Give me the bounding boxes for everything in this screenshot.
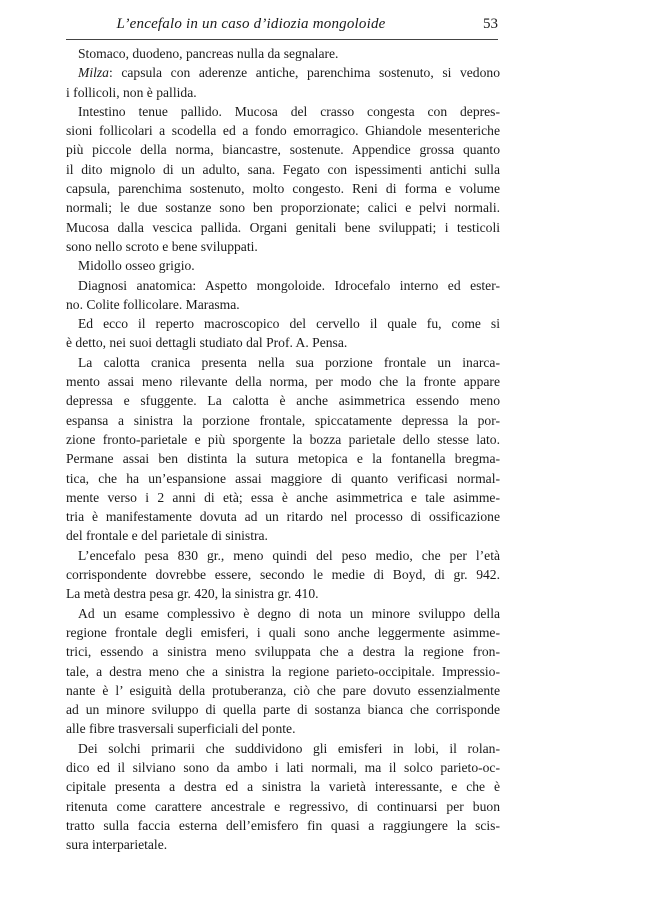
text-line: nante è l’ esiguità della protuberanza, ciò che pare dovuto essenzialmente: [66, 682, 500, 698]
text-line: Dei solchi primarii che suddividono gli emisferi in lobi, il rolan-: [78, 740, 500, 756]
paragraph-esame: [66, 604, 500, 739]
text-line: Permane assai ben distinta la sutura metopica e la fontanella bregma-: [66, 451, 500, 467]
text-line: i follicoli, non è pallida.: [66, 84, 197, 100]
text-line: Midollo osseo grigio.: [78, 258, 195, 274]
text-line: L’encefalo pesa 830 gr., meno quindi del peso medio, che per l’età: [78, 547, 500, 563]
text-line: Mucosa dalla vescica pallida. Organi genitali bene sviluppati; i testicoli: [66, 219, 500, 235]
paragraph-midollo: [78, 256, 500, 275]
text-line: regione frontale degli emisferi, i quali sono anche leggermente asimme-: [66, 624, 500, 640]
text-line: tria è manifestamente dovuta ad un ritardo nel processo di ossificazione: [66, 509, 500, 525]
text-line: il dito mignolo di un adulto, sana. Fegato con ispessimenti antichi sulla: [66, 161, 500, 177]
running-title: L’encefalo in un caso d’idiozia mongoloide: [116, 16, 386, 32]
text-line: sura interparietale.: [66, 837, 168, 853]
text-line: normali; le due sostanze sono ben proporzionate; calici e pelvi normali.: [66, 200, 500, 216]
text-line: La calotta cranica presenta nella sua porzione frontale un inarca-: [78, 354, 500, 370]
text-line: Stomaco, duodeno, pancreas nulla da segnalare.: [78, 46, 339, 61]
text-line: tale, a destra meno che a sinistra la regione parieto-occipitale. Impressio-: [66, 663, 500, 679]
milza-label: Milza: [78, 65, 109, 81]
text-line: [78, 63, 500, 82]
text-line: espansa a sinistra la porzione frontale, spiccatamente depressa la por-: [66, 412, 500, 428]
paragraph-solchi: [66, 739, 500, 855]
text-line: mento assai meno rilevante della norma, per modo che la fronte appare: [66, 374, 500, 390]
text-line: trici, essendo a sinistra meno sviluppata che a destra la regione fron-: [66, 644, 500, 660]
text-line: alle fibre trasversali superficiali del ponte.: [66, 721, 296, 737]
text-line: Diagnosi anatomica: Aspetto mongoloide. Idrocefalo interno ed ester-: [78, 277, 500, 293]
text-line: ritenuta come carattere ancestrale e regressivo, di continuarsi per buon: [66, 798, 500, 814]
text-line: corrispondente dovrebbe essere, secondo le medie di Boyd, di gr. 942.: [66, 567, 500, 583]
paragraph-encefalo-peso: [66, 546, 500, 604]
text-line: del frontale e del parietale di sinistra.: [66, 528, 268, 544]
text-line: è detto, nei suoi dettagli studiato dal Prof. A. Pensa.: [66, 335, 348, 351]
body-text: [66, 44, 500, 854]
page-number: 53: [483, 16, 498, 32]
text-line: capsula, parenchima sostenuto, molto congesto. Reni di forma e volume: [66, 181, 500, 197]
text-line: più piccole della norma, biancastre, sostenute. Appendice grossa quanto: [66, 142, 500, 158]
running-header: [64, 14, 498, 38]
text-line: Ad un esame complessivo è degno di nota un minore sviluppo della: [78, 605, 500, 621]
paragraph-milza: [66, 63, 500, 102]
paragraph-stomaco: [78, 44, 500, 63]
paragraph-intestino: [66, 102, 500, 256]
header-rule: [66, 39, 498, 40]
text-line: ad un minore sviluppo di quella parte di sostanza bianca che corrisponde: [66, 702, 500, 718]
paragraph-calotta: [66, 353, 500, 546]
text-line: sono nello scroto e bene sviluppati.: [66, 238, 258, 254]
text-line: mente verso i 2 anni di età; essa è anche asimmetrica e tale asimme-: [66, 489, 500, 505]
text-line: depressa e sfuggente. La calotta è anche asimmetrica essendo meno: [66, 393, 500, 409]
text-line: tica, che ha un’espansione assai maggiore di quanto verificasi normal-: [66, 470, 500, 486]
text-line: sioni follicolari a scodella ed a fondo emorragico. Ghiandole mesenteriche: [66, 123, 500, 139]
text-line-rest: : capsula con aderenze antiche, parenchima sostenuto, si vedono: [108, 65, 500, 81]
text-line: no. Colite follicolare. Marasma.: [66, 296, 240, 312]
text-line: Intestino tenue pallido. Mucosa del crasso congesta con depres-: [78, 103, 500, 119]
paragraph-diagnosi: [66, 276, 500, 315]
text-line: zione fronto-parietale e più sporgente la bozza parietale dello stesse lato.: [66, 431, 500, 447]
text-line: Ed ecco il reperto macroscopico del cervello il quale fu, come si: [78, 316, 500, 332]
text-line: tratto sulla faccia esterna dell’emisfero fin quasi a raggiungere la scis-: [66, 817, 500, 833]
text-line: dico ed il silviano sono da ambo i lati normali, ma il solco parieto-oc-: [66, 759, 500, 775]
paragraph-reperto: [66, 314, 500, 353]
text-line: cipitale presenta a destra ed a sinistra la varietà interessante, e che è: [66, 779, 500, 795]
text-line: La metà destra pesa gr. 420, la sinistra gr. 410.: [66, 586, 319, 602]
